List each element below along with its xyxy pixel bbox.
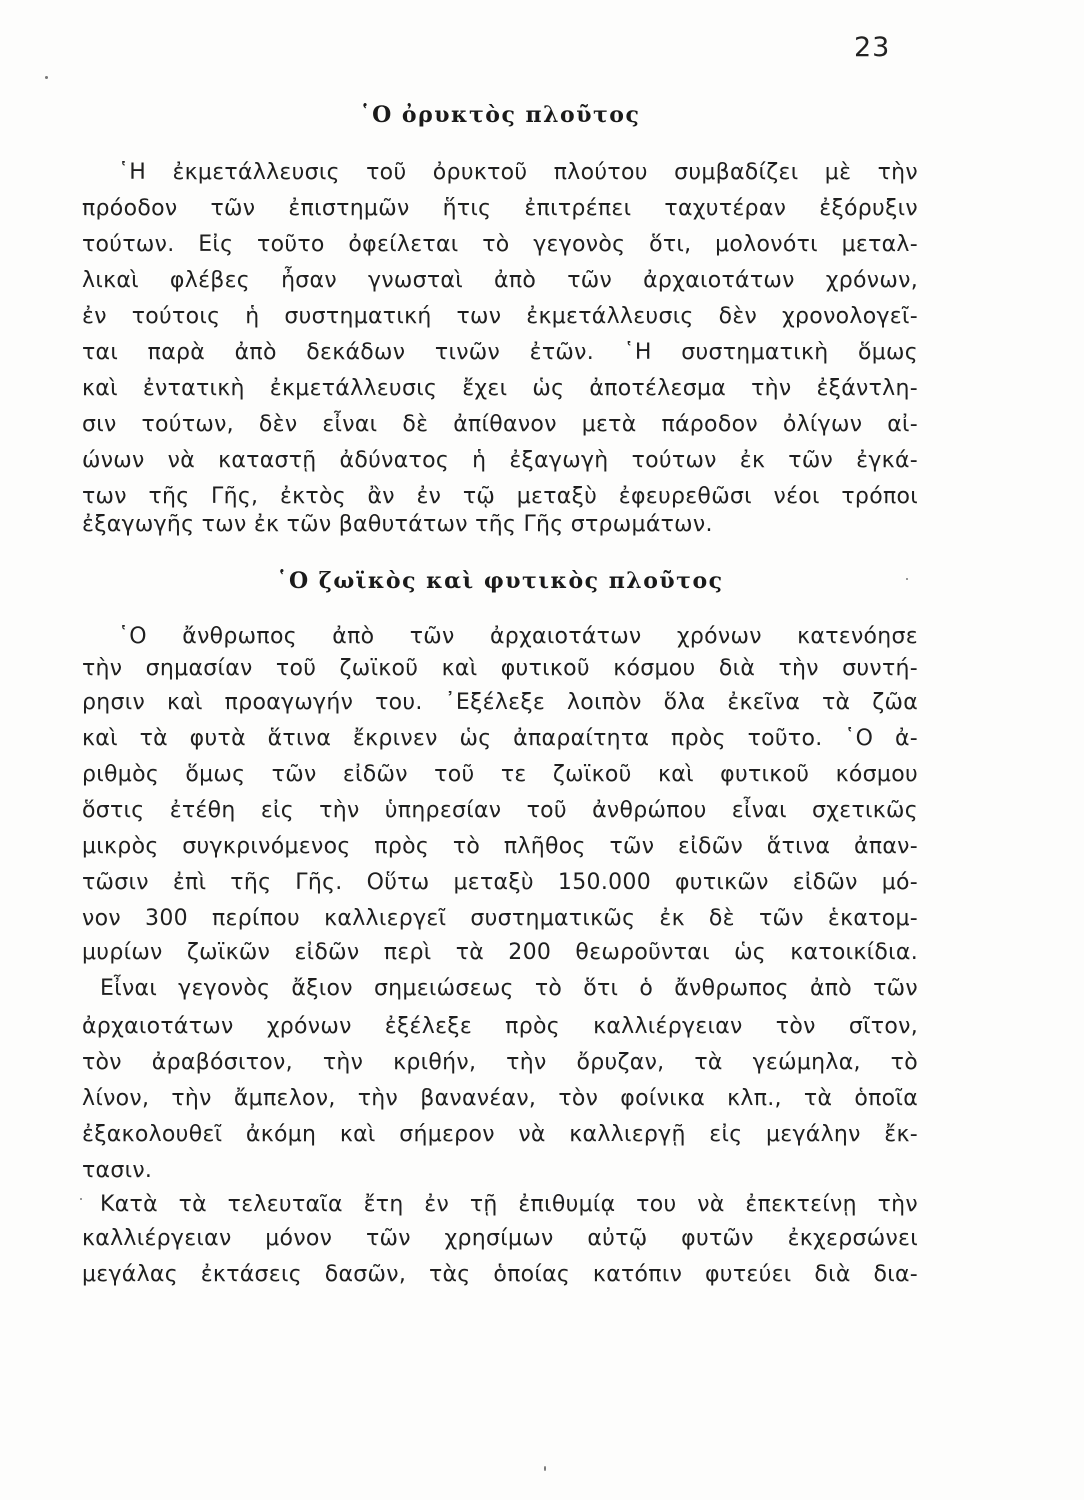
- paragraph-line: λίνον, τὴν ἄμπελον, τὴν βανανέαν, τὸν φοίνικα κλπ., τὰ ὁποῖα: [82, 1086, 918, 1111]
- paragraph-line: ἐν τούτοις ἡ συστηματική των ἐκμετάλλευσις δὲν χρονολογεῖ-: [82, 304, 918, 329]
- paragraph-line: ρησιν καὶ προαγωγήν του. ᾿Εξέλεξε λοιπὸν ὅλα ἐκεῖνα τὰ ζῶα: [82, 690, 918, 715]
- paragraph-line: ὅστις ἐτέθη εἰς τὴν ὑπηρεσίαν τοῦ ἀνθρώπου εἶναι σχετικῶς: [82, 798, 918, 823]
- paragraph-line: ῾Ο ἄνθρωπος ἀπὸ τῶν ἀρχαιοτάτων χρόνων κατενόησε: [118, 624, 918, 649]
- paragraph-line: Εἶναι γεγονὸς ἄξιον σημειώσεως τὸ ὅτι ὁ ἄνθρωπος ἀπὸ τῶν: [100, 976, 918, 1001]
- paragraph-line: Κατὰ τὰ τελευταῖα ἔτη ἐν τῇ ἐπιθυμίᾳ του νὰ ἐπεκτείνῃ τὴν: [100, 1192, 918, 1217]
- paragraph-line: ἀρχαιοτάτων χρόνων ἐξέλεξε πρὸς καλλιέργειαν τὸν σῖτον,: [82, 1014, 918, 1039]
- paragraph-line: τὸν ἀραβόσιτον, τὴν κριθήν, τὴν ὄρυζαν, τὰ γεώμηλα, τὸ: [82, 1050, 918, 1075]
- scan-speck: [544, 1466, 546, 1471]
- paragraph-line: ῾Η ἐκμετάλλευσις τοῦ ὀρυκτοῦ πλούτου συμβαδίζει μὲ τὴν: [118, 160, 918, 185]
- paragraph-line: καὶ ἐντατικὴ ἐκμετάλλευσις ἔχει ὡς ἀποτέλεσμα τὴν ἐξάντλη-: [82, 376, 918, 401]
- paragraph-line: μυρίων ζωϊκῶν εἰδῶν περὶ τὰ 200 θεωροῦνται ὡς κατοικίδια.: [82, 940, 918, 965]
- paragraph-line: νον 300 περίπου καλλιεργεῖ συστηματικῶς ἐκ δὲ τῶν ἑκατομ-: [82, 906, 918, 931]
- paragraph-line: καὶ τὰ φυτὰ ἅτινα ἔκρινεν ὡς ἀπαραίτητα πρὸς τοῦτο. ῾Ο ἀ-: [82, 726, 918, 751]
- paragraph-line: ἐξαγωγῆς των ἐκ τῶν βαθυτάτων τῆς Γῆς στρωμάτων.: [82, 512, 713, 537]
- paragraph-line: πρόοδον τῶν ἐπιστημῶν ἥτις ἐπιτρέπει ταχυτέραν ἐξόρυξιν: [82, 196, 918, 221]
- paragraph-line: μικρὸς συγκρινόμενος πρὸς τὸ πλῆθος τῶν εἰδῶν ἅτινα ἀπαν-: [82, 834, 918, 859]
- paragraph-line: ριθμὸς ὅμως τῶν εἰδῶν τοῦ τε ζωϊκοῦ καὶ φυτικοῦ κόσμου: [82, 762, 918, 787]
- section-heading-mineral-wealth: ῾Ο ὀρυκτὸς πλοῦτος: [359, 102, 641, 128]
- scan-speck: [80, 1198, 82, 1200]
- paragraph-line: τούτων. Εἰς τοῦτο ὀφείλεται τὸ γεγονὸς ὅτι, μολονότι μεταλ-: [82, 232, 918, 257]
- paragraph-line: ώνων νὰ καταστῇ ἀδύνατος ἡ ἐξαγωγὴ τούτων ἐκ τῶν ἐγκά-: [82, 448, 918, 473]
- paragraph-line: τὴν σημασίαν τοῦ ζωϊκοῦ καὶ φυτικοῦ κόσμου διὰ τὴν συντή-: [82, 656, 918, 681]
- paragraph-line: ἐξακολουθεῖ ἀκόμη καὶ σήμερον νὰ καλλιεργῇ εἰς μεγάλην ἔκ-: [82, 1122, 918, 1147]
- scan-speck: [906, 578, 908, 580]
- scan-speck: [45, 76, 48, 79]
- paragraph-line: σιν τούτων, δὲν εἶναι δὲ ἀπίθανον μετὰ πάροδον ὀλίγων αἰ-: [82, 412, 918, 437]
- section-heading-animal-plant-wealth: ῾Ο ζωϊκὸς καὶ φυτικὸς πλοῦτος: [276, 568, 724, 594]
- paragraph-line: ται παρὰ ἀπὸ δεκάδων τινῶν ἐτῶν. ῾Η συστηματικὴ ὅμως: [82, 340, 918, 365]
- paragraph-line: λικαὶ φλέβες ἦσαν γνωσταὶ ἀπὸ τῶν ἀρχαιοτάτων χρόνων,: [82, 268, 918, 293]
- paragraph-line: καλλιέργειαν μόνον τῶν χρησίμων αὐτῷ φυτῶν ἐκχερσώνει: [82, 1226, 918, 1251]
- paragraph-line: μεγάλας ἐκτάσεις δασῶν, τὰς ὁποίας κατόπιν φυτεύει διὰ δια-: [82, 1262, 918, 1287]
- paragraph-line: τῶσιν ἐπὶ τῆς Γῆς. Οὕτω μεταξὺ 150.000 φυτικῶν εἰδῶν μό-: [82, 870, 918, 895]
- page-number: 23: [854, 32, 891, 63]
- paragraph-line: των τῆς Γῆς, ἐκτὸς ἂν ἐν τῷ μεταξὺ ἐφευρεθῶσι νέοι τρόποι: [82, 484, 918, 509]
- paragraph-line: τασιν.: [82, 1158, 153, 1183]
